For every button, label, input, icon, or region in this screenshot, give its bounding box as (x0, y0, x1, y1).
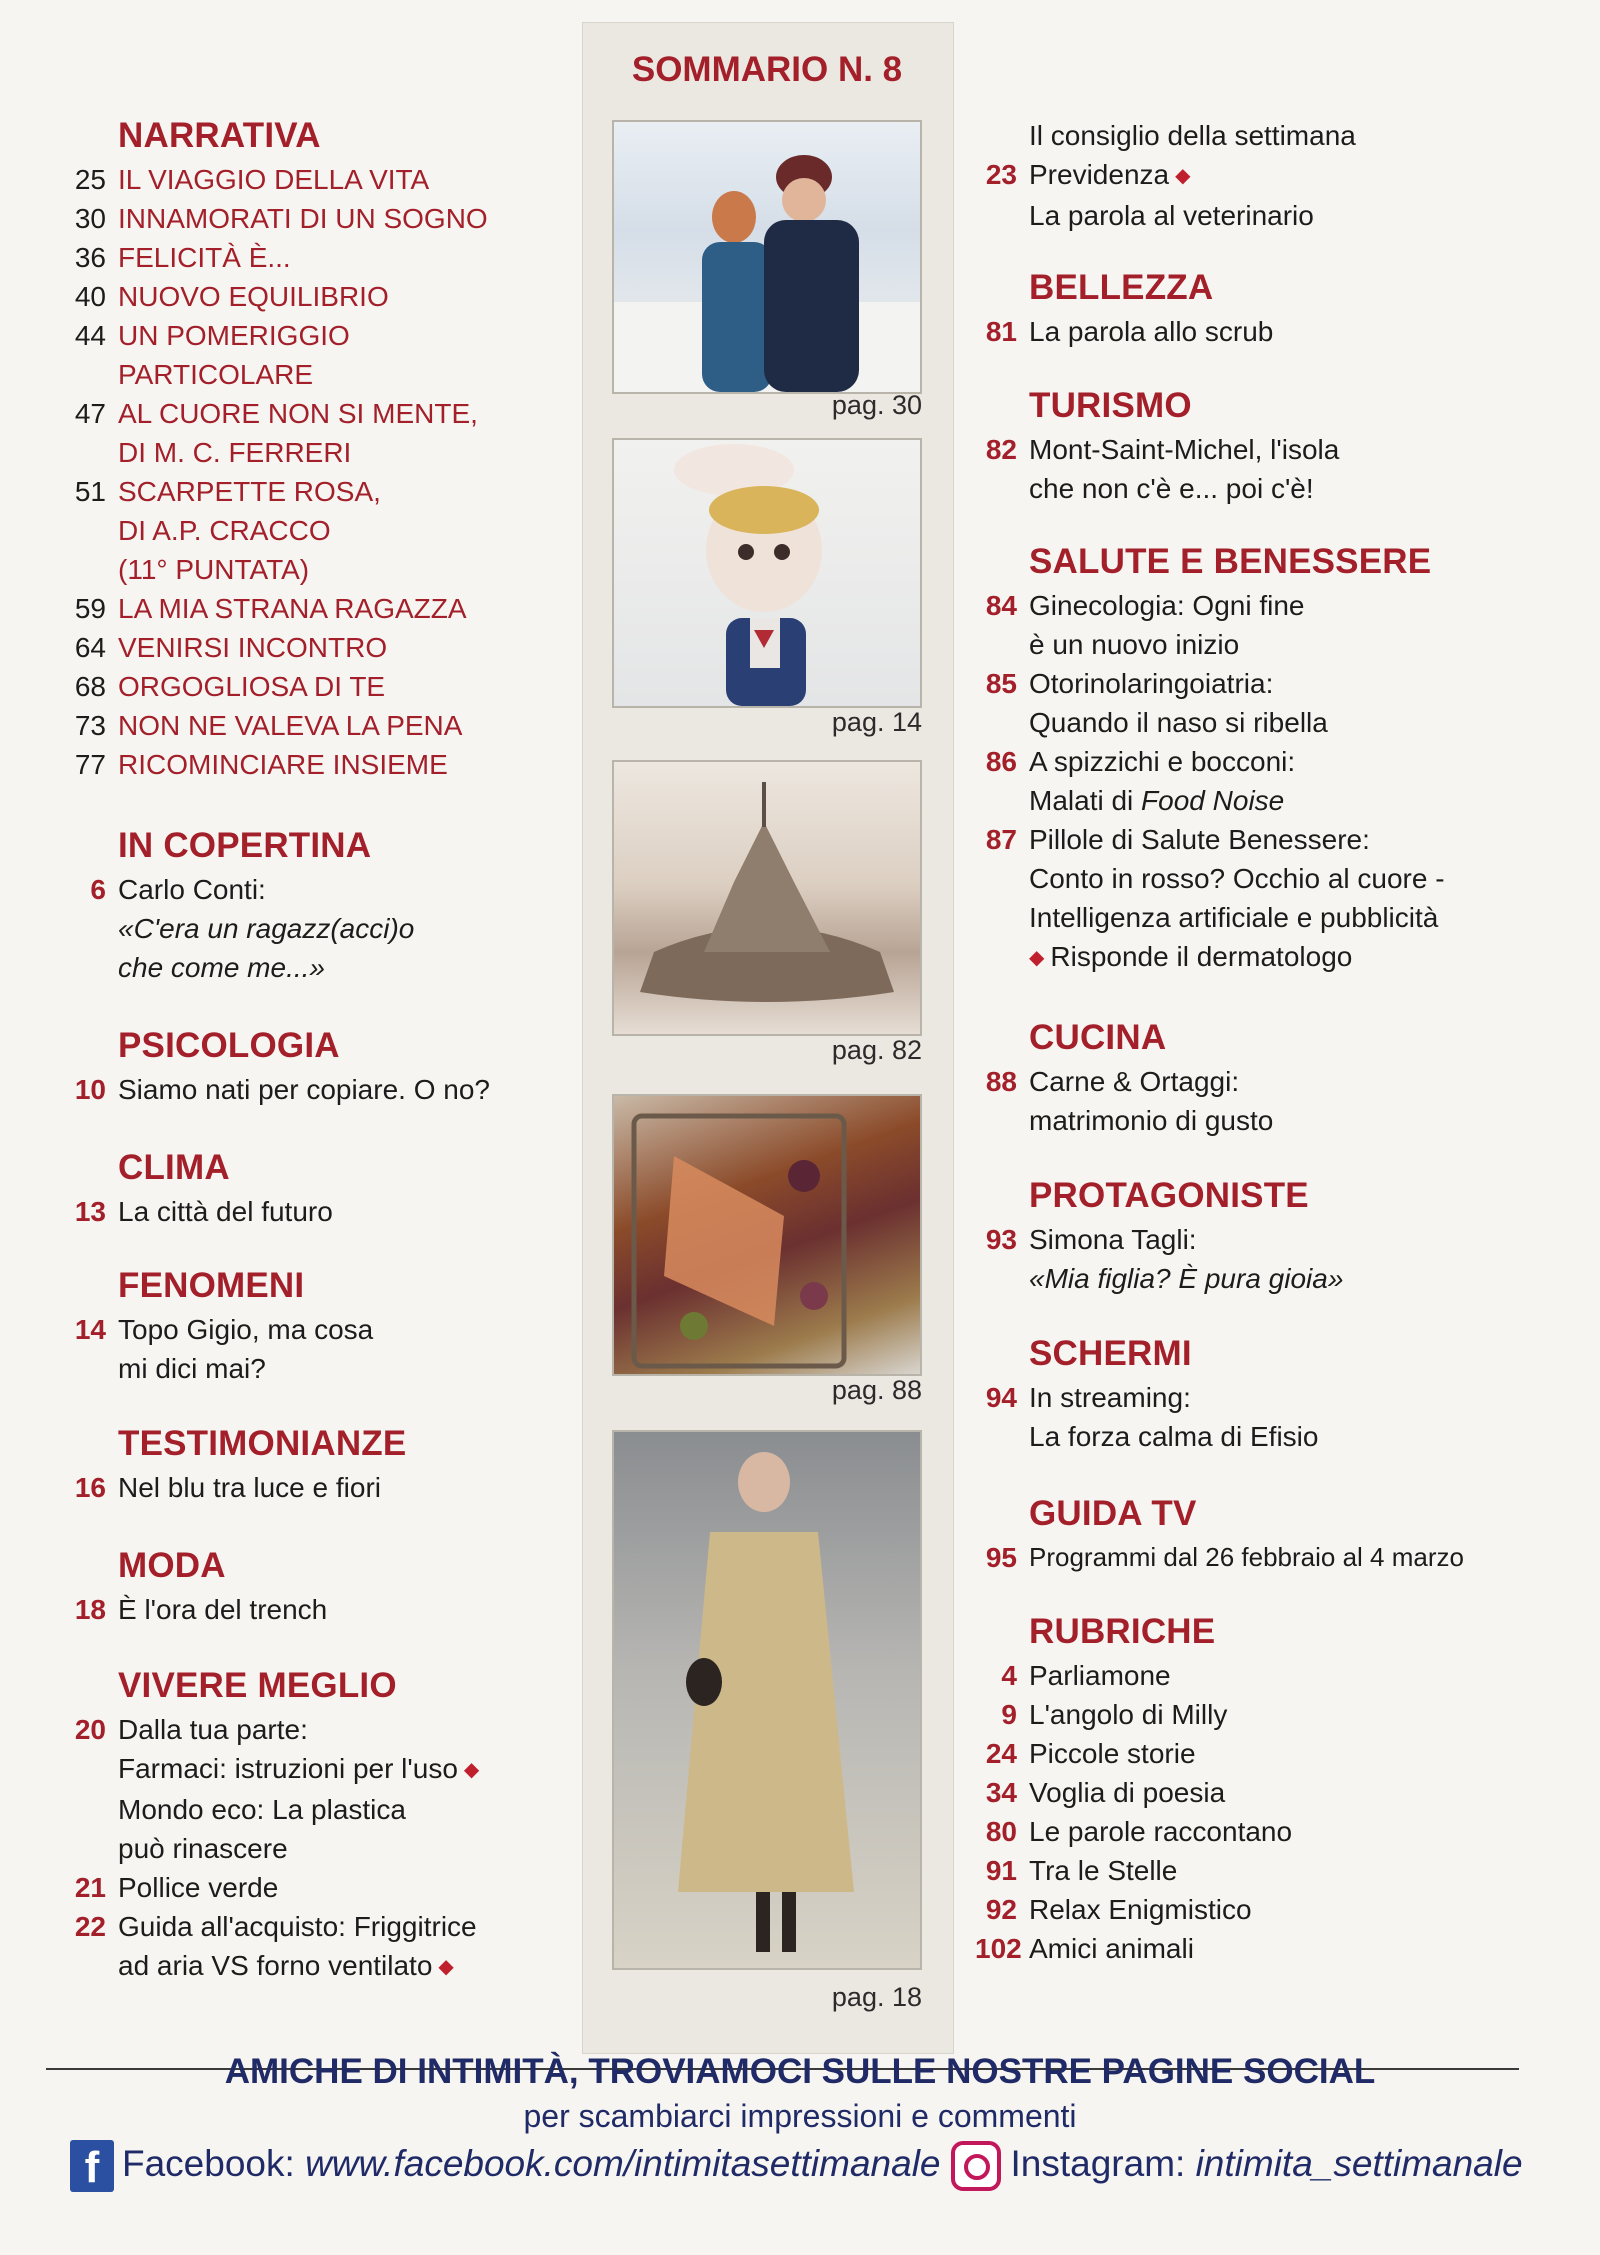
page-number: 4 (1001, 1660, 1017, 1691)
issue-title: SOMMARIO N. 8 (631, 50, 903, 89)
meat-vegetables-photo[interactable] (612, 1094, 922, 1376)
section-clima (64, 1148, 564, 1231)
entry-text: Mont-Saint-Michel, l'isola (1029, 434, 1340, 465)
instagram-label: Instagram: (1010, 2142, 1186, 2184)
entry-text: Tra le Stelle (1029, 1855, 1178, 1886)
section-testimonianze (64, 1424, 564, 1507)
section-title: CLIMA (118, 1148, 230, 1187)
section-title: PROTAGONISTE (1029, 1176, 1309, 1215)
section-top (975, 116, 1535, 235)
list-item[interactable] (975, 312, 1535, 351)
entry-text: VENIRSI INCONTRO (118, 632, 388, 663)
page-number: 93 (985, 1224, 1017, 1255)
page-number: 22 (74, 1911, 106, 1943)
page-number: 91 (985, 1855, 1017, 1886)
page-number: 94 (985, 1382, 1017, 1413)
footer-subline: per scambiarci impressioni e commenti (523, 2098, 1077, 2134)
entry-text: È l'ora del trench (118, 1594, 328, 1625)
entry-text: Quando il naso si ribella (1029, 707, 1328, 738)
list-item[interactable] (64, 1907, 564, 1987)
entry-text: Il consiglio della settimana (1029, 120, 1356, 151)
entry-text: che non c'è e... poi c'è! (1029, 473, 1314, 504)
entry-text: RICOMINCIARE INSIEME (118, 749, 448, 780)
entry-text: (11° PUNTATA) (118, 554, 310, 585)
page-number: 10 (74, 1074, 106, 1105)
list-item[interactable] (64, 706, 564, 745)
list-item[interactable] (975, 1773, 1535, 1812)
page-number: 85 (985, 668, 1017, 699)
entry-text: Pollice verde (118, 1872, 279, 1904)
page-number: 88 (985, 1066, 1017, 1097)
list-item[interactable] (64, 870, 564, 987)
section-title: SCHERMI (1029, 1334, 1192, 1373)
photo-caption: pag. 18 (831, 1982, 922, 2012)
list-item[interactable] (64, 1868, 564, 1907)
entry-text: matrimonio di gusto (1029, 1105, 1274, 1136)
instagram-link[interactable]: intimita_settimanale (1195, 2142, 1523, 2184)
facebook-label: Facebook: (122, 2142, 295, 2184)
section-narrativa (64, 116, 564, 784)
page-number: 9 (1001, 1699, 1017, 1730)
entry-text: Carlo Conti: (118, 874, 266, 905)
list-item[interactable] (64, 472, 564, 589)
section-title: TESTIMONIANZE (118, 1424, 407, 1463)
page-number: 21 (74, 1872, 106, 1904)
page-number: 16 (74, 1472, 106, 1503)
list-item[interactable] (975, 1538, 1535, 1577)
list-item[interactable] (975, 1812, 1535, 1851)
page-number: 20 (74, 1714, 106, 1745)
list-item[interactable] (64, 589, 564, 628)
page-number: 36 (74, 242, 106, 273)
entry-text: che come me...» (118, 952, 325, 983)
page-number: 14 (74, 1314, 106, 1345)
list-item[interactable] (64, 160, 564, 199)
entry-text: La città del futuro (118, 1196, 333, 1227)
list-item[interactable] (64, 628, 564, 667)
section-fenomeni (64, 1266, 564, 1388)
entry-text: ORGOGLIOSA DI TE (118, 671, 386, 702)
list-item[interactable] (975, 1378, 1535, 1456)
entry-text: DI A.P. CRACCO (118, 515, 331, 546)
section-psicologia (64, 1026, 564, 1109)
list-item[interactable] (64, 1192, 564, 1231)
entry-text: UN POMERIGGIO (118, 320, 350, 351)
section-copertina (64, 826, 564, 987)
photo-caption: pag. 30 (831, 390, 922, 420)
page-number: 30 (74, 203, 106, 234)
list-item[interactable] (64, 1310, 564, 1388)
entry-text: L'angolo di Milly (1029, 1699, 1228, 1730)
section-protagoniste (975, 1176, 1535, 1298)
list-item[interactable] (975, 1890, 1535, 1929)
trench-photo[interactable] (612, 1430, 922, 1970)
entry-text: Otorinolaringoiatria: (1029, 668, 1274, 699)
entry-text: NON NE VALEVA LA PENA (118, 710, 463, 741)
page-number: 77 (74, 749, 106, 780)
list-item[interactable] (975, 586, 1535, 664)
entry-text: LA MIA STRANA RAGAZZA (118, 593, 467, 624)
page-number: 40 (74, 281, 106, 312)
page-number: 82 (985, 434, 1017, 465)
section-vivere-meglio (64, 1666, 564, 1987)
entry-text: La parola allo scrub (1029, 316, 1274, 347)
instagram-icon[interactable] (951, 2141, 1001, 2191)
entry-text: Carne & Ortaggi: (1029, 1066, 1240, 1097)
social-links (70, 2140, 1550, 2192)
diamond-icon: ◆ (463, 1759, 480, 1782)
mont-saint-michel-photo[interactable] (612, 760, 922, 1036)
list-item[interactable] (64, 277, 564, 316)
entry-text: Intelligenza artificiale e pubblicità (1029, 902, 1439, 933)
page-number: 24 (985, 1738, 1017, 1769)
photo-caption: pag. 82 (831, 1035, 922, 1065)
entry-text: SCARPETTE ROSA, (118, 476, 381, 507)
page-number: 44 (74, 320, 106, 351)
list-item[interactable] (975, 1656, 1535, 1695)
entry-text: Ginecologia: Ogni fine (1029, 590, 1305, 621)
entry-text: ad aria VS forno ventilato (118, 1950, 433, 1982)
entry-text: Siamo nati per copiare. O no? (118, 1074, 490, 1105)
page-number: 47 (74, 398, 106, 429)
list-item[interactable] (64, 745, 564, 784)
diamond-icon: ◆ (1175, 165, 1191, 188)
narrativa-list (64, 160, 564, 784)
entry-text: In streaming: (1029, 1382, 1191, 1413)
section-salute (975, 542, 1535, 978)
entry-text: IL VIAGGIO DELLA VITA (118, 164, 430, 195)
entry-text: può rinascere (118, 1833, 288, 1865)
section-moda (64, 1546, 564, 1629)
entry-text: «Mia figlia? È pura gioia» (1029, 1263, 1344, 1294)
page-number: 18 (74, 1594, 106, 1625)
list-item[interactable] (975, 664, 1535, 742)
entry-text: Le parole raccontano (1029, 1816, 1293, 1847)
section-title: NARRATIVA (118, 116, 321, 155)
entry-text: Nel blu tra luce e fiori (118, 1472, 382, 1503)
entry-text: NUOVO EQUILIBRIO (118, 281, 389, 312)
entry-text: Dalla tua parte: (118, 1714, 308, 1745)
page-number: 102 (975, 1933, 1022, 1964)
section-title: VIVERE MEGLIO (118, 1666, 397, 1705)
section-title: MODA (118, 1546, 226, 1585)
section-title: TURISMO (1029, 386, 1192, 425)
page-number: 64 (74, 632, 106, 663)
photo-caption: pag. 14 (831, 707, 922, 737)
section-title: FENOMENI (118, 1266, 305, 1305)
page-number: 59 (74, 593, 106, 624)
entry-text: FELICITÀ È... (118, 242, 291, 273)
entry-text: Parliamone (1029, 1660, 1171, 1691)
section-title: SALUTE E BENESSERE (1029, 542, 1432, 581)
list-item[interactable] (64, 238, 564, 277)
entry-text: Conto in rosso? Occhio al cuore - (1029, 863, 1445, 894)
list-item[interactable] (64, 1590, 564, 1629)
entry-text: Simona Tagli: (1029, 1224, 1197, 1255)
topo-gigio-photo[interactable] (612, 438, 922, 708)
entry-text: Previdenza (1029, 159, 1170, 190)
page-number: 68 (74, 671, 106, 702)
list-item[interactable] (975, 116, 1535, 155)
entry-text: Guida all'acquisto: Friggitrice (118, 1911, 477, 1943)
page-number: 81 (985, 316, 1017, 347)
list-item[interactable] (975, 1929, 1535, 1968)
entry-text: Malati di (1029, 785, 1142, 816)
entry-text: PARTICOLARE (118, 359, 314, 390)
list-item[interactable] (975, 1851, 1535, 1890)
section-schermi (975, 1334, 1535, 1456)
section-title: CUCINA (1029, 1018, 1167, 1057)
page-number: 6 (90, 874, 106, 905)
entry-text: Farmaci: istruzioni per l'uso (118, 1753, 458, 1784)
page-number: 34 (985, 1777, 1017, 1808)
entry-text: Amici animali (1029, 1933, 1194, 1964)
list-item[interactable] (975, 742, 1535, 820)
list-item[interactable] (975, 155, 1535, 235)
entry-text: INNAMORATI DI UN SOGNO (118, 203, 488, 234)
entry-text: Piccole storie (1029, 1738, 1196, 1769)
page-number: 84 (985, 590, 1017, 621)
list-item[interactable] (975, 1695, 1535, 1734)
list-item[interactable] (64, 199, 564, 238)
page-number: 92 (985, 1894, 1017, 1925)
list-item[interactable] (64, 667, 564, 706)
entry-text: A spizzichi e bocconi: (1029, 746, 1296, 777)
entry-text: Food Noise (1141, 785, 1285, 816)
section-guida-tv (975, 1494, 1535, 1577)
list-item[interactable] (64, 394, 564, 472)
list-item[interactable] (975, 1734, 1535, 1773)
section-turismo (975, 386, 1535, 508)
list-item[interactable] (975, 1220, 1535, 1298)
photo-caption: pag. 88 (831, 1375, 922, 1405)
entry-text: Mondo eco: La plastica (118, 1794, 406, 1826)
entry-text: La parola al veterinario (1029, 200, 1314, 232)
section-title: RUBRICHE (1029, 1612, 1216, 1651)
section-title: BELLEZZA (1029, 268, 1214, 307)
page-number: 51 (74, 476, 106, 507)
entry-text: Pillole di Salute Benessere: (1029, 824, 1370, 855)
page-number: 73 (74, 710, 106, 741)
section-rubriche (975, 1612, 1535, 1968)
list-item[interactable] (64, 1710, 564, 1868)
entry-text: Topo Gigio, ma cosa (118, 1314, 374, 1345)
list-item[interactable] (64, 316, 564, 394)
couple-photo[interactable] (612, 120, 922, 394)
list-item[interactable] (975, 430, 1535, 508)
entry-text: «C'era un ragazz(acci)o (118, 913, 415, 944)
section-title: PSICOLOGIA (118, 1026, 340, 1065)
page-number: 86 (985, 746, 1017, 777)
list-item[interactable] (64, 1070, 564, 1109)
facebook-link[interactable]: www.facebook.com/intimitasettimanale (305, 2142, 941, 2184)
section-bellezza (975, 268, 1535, 351)
facebook-icon[interactable]: f (70, 2140, 114, 2192)
entry-text: Programmi dal 26 febbraio al 4 marzo (1029, 1542, 1464, 1572)
entry-text: è un nuovo inizio (1029, 629, 1240, 660)
section-cucina (975, 1018, 1535, 1140)
list-item[interactable] (64, 1468, 564, 1507)
entry-text: mi dici mai? (118, 1353, 266, 1384)
page-number: 87 (985, 824, 1017, 855)
page-number: 23 (985, 159, 1017, 190)
page-number: 95 (985, 1542, 1017, 1573)
page-number: 25 (74, 164, 106, 195)
section-title: GUIDA TV (1029, 1494, 1197, 1533)
entry-text: Voglia di poesia (1029, 1777, 1226, 1808)
footer-headline: AMICHE DI INTIMITÀ, TROVIAMOCI SULLE NOSTRE PAGINE SOCIAL (224, 2052, 1376, 2091)
entry-text: DI M. C. FERRERI (118, 437, 352, 468)
list-item[interactable] (975, 820, 1535, 978)
entry-text: Risponde il dermatologo (1050, 941, 1353, 972)
rubriche-list (975, 1656, 1535, 1968)
list-item[interactable] (975, 1062, 1535, 1140)
section-title: IN COPERTINA (118, 826, 372, 865)
page-number: 13 (74, 1196, 106, 1227)
entry-text: AL CUORE NON SI MENTE, (118, 398, 478, 429)
page-number: 80 (985, 1816, 1017, 1847)
diamond-icon: ◆ (1029, 947, 1045, 970)
diamond-icon: ◆ (438, 1956, 454, 1979)
entry-text: Relax Enigmistico (1029, 1894, 1252, 1925)
entry-text: La forza calma di Efisio (1029, 1421, 1319, 1452)
